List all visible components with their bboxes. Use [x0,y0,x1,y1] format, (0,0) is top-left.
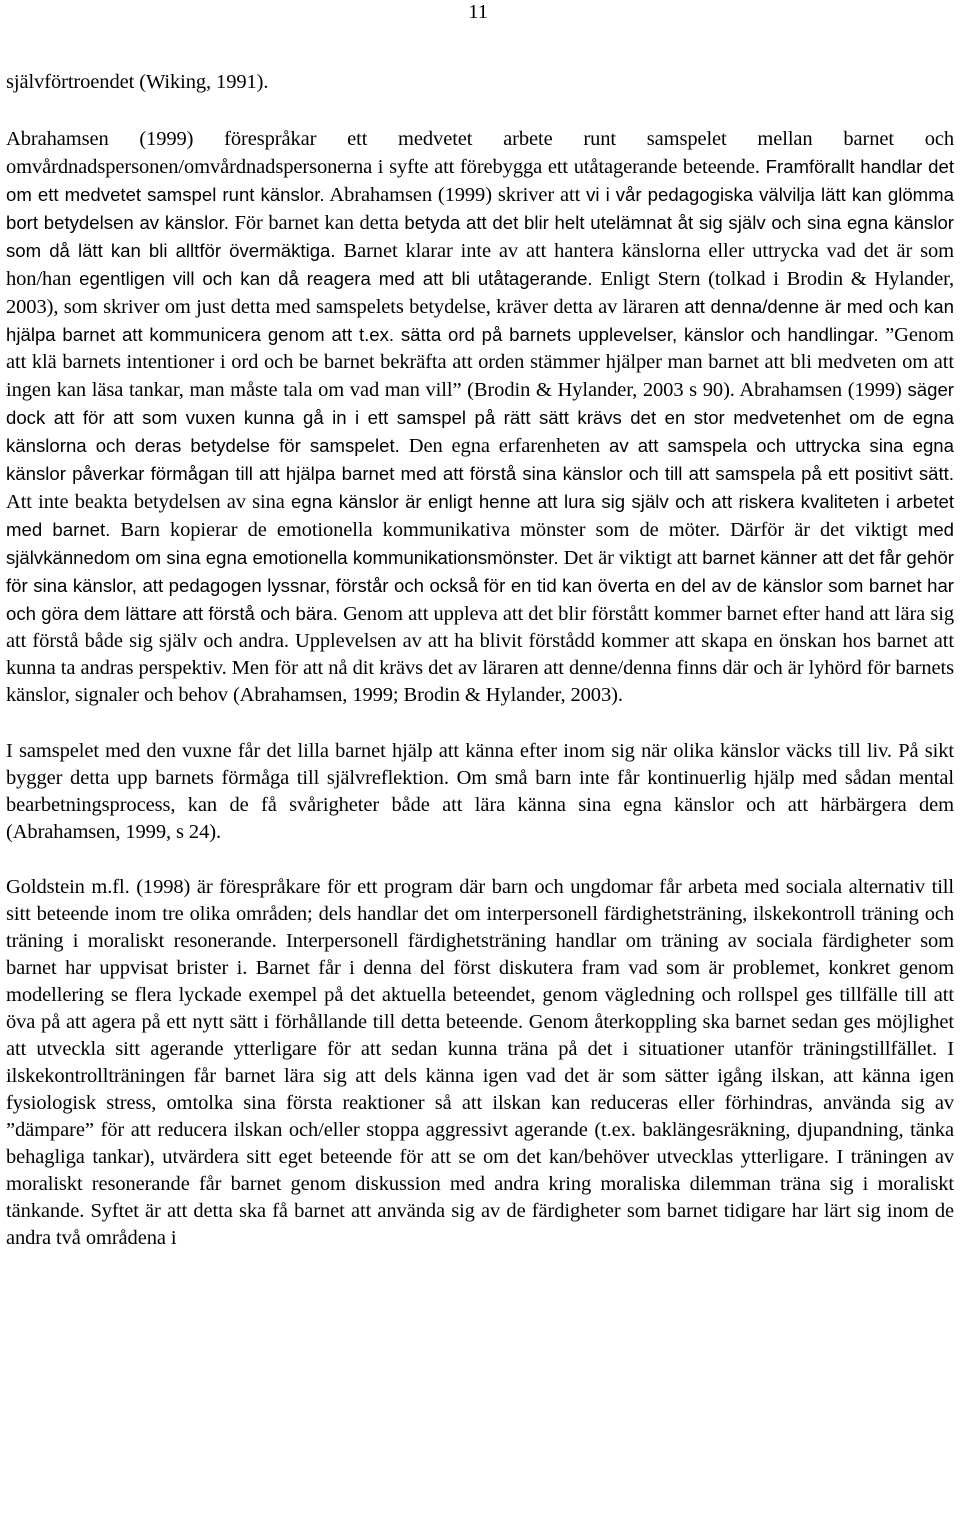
text-segment-sans: säger dock att för att som vuxen kunna gå in i ett samspel på rätt sätt krävs det en stor medvetenhet om de egna känslorna och deras betydelse för samspelet. [6,379,954,456]
text-segment-sans: betyda att det blir helt utelämnat åt sig själv och sina egna känslor som då lätt kan bli alltför övermäktiga. [6,212,954,261]
text-segment-sans: Framförallt handlar det om ett medvetet samspel runt känslor. [6,156,954,205]
text-segment: Barnet klarar inte av att hantera känslorna eller uttrycka vad det är som hon/han [6,240,954,290]
text-segment-sans: egentligen vill och kan då reagera med att bli utåtagerande. [79,268,593,289]
text-segment: Abrahamsen (1999) förespråkar ett medvetet arbete runt samspelet mellan barnet och omvårdnadspersonen/omvårdnadspersonerna i syfte att förebygga ett utåtagerande beteende. [6,128,954,178]
text-segment: Genom att uppleva att det blir förstått kommer barnet efter hand att lära sig att förstå både sig själv och andra. Upplevelsen av att ha blivit förstådd kommer att skapa en önskan hos barnet att kunna ta andras perspektiv. Men för att nå dit krävs det av läraren att denne/denna finns där och är lyhörd för barnets känslor, signaler och behov (Abrahamsen, 1999; Brodin & Hylander, 2003). [6,603,954,706]
paragraph-abrahamsen [6,126,954,709]
page-body [6,69,954,1280]
page-number: 11 [468,1,488,23]
text-segment-sans: vi i vår pedagogiska välvilja lätt kan glömma bort betydelsen av känslor. [6,184,954,233]
paragraph-goldstein [6,874,954,1252]
text-segment-sans: med självkännedom om sina egna emotionella kommunikationsmönster. [6,519,954,568]
text-segment: Att inte beakta betydelsen av sina [6,491,292,513]
text-segment: Enligt Stern (tolkad i Brodin & Hylander, 2003), som skriver om just detta med samspelets betydelse, kräver detta av läraren [6,268,954,318]
text-segment-sans: av att samspela och uttrycka sina egna känslor påverkar förmågan till att hjälpa barnet med att förstå sina känslor och till att samspela på ett positivt sätt. [6,435,954,484]
text-segment: ”Genom att klä barnets intentioner i ord och be barnet bekräfta att orden stämmer hjälper man barnet att bli medveten om att ingen kan läsa tankar, man måste tala om vad man vill” (Brodin & Hylander, 2003 s 90). Abrahamsen (1999) [6,324,955,401]
text-segment: Barn kopierar de emotionella kommunikativa mönster som de möter. Därför är det viktigt [110,519,918,541]
paragraph-samspelet [6,738,954,846]
paragraph-continuation [6,69,954,96]
text-segment-sans: egna känslor är enligt henne att lura sig själv och att riskera kvaliteten i arbetet med barnet. [6,491,954,540]
text-segment: Goldstein m.fl. (1998) är förespråkare för ett program där barn och ungdomar får arbeta med sociala alternativ till sitt beteende inom tre olika områden; dels handlar det om interpersonell färdighetsträning, ilskekontroll träning och träning i moraliskt resonerande. Interpersonell färdighetsträning handlar om träning av sociala färdigheter som barnet har uppvisat brister i. Barnet får i denna del först diskutera fram vad som är problemet, konkret genom modellering se flera lyckade exempel på det aktuella beteendet, genom vägledning och rollspel ges tillfälle till att öva på att agera på ett nytt sätt i förhållande till detta beteende. Genom återkoppling ska barnet sedan ges möjlighet att utveckla sitt agerande ytterligare för att sedan kunna träna på det i situationer utanför träningstillfället. I ilskekontrollträningen får barnet lära sig att dels känna igen vad det är som sätter igång ilskan, att känna igen fysiologisk stress, omtolka sina första reaktioner så att ilskan kan reduceras eller förhindras, använda sig av ”dämpare” för att reducera ilskan och/eller stoppa aggressivt agerande (t.ex. baklängesräkning, djupandning, tänka behagliga tankar), utvärdera sitt eget beteende för att se om det kan/behöver utvecklas ytterligare. I träningen av moraliskt resonerande får barnet genom diskussion med andra kring moraliska dilemman träna sig i moraliskt tänkande. Syftet är att detta ska få barnet att använda sig av de färdigheter som barnet tidigare har lärt sig inom de andra två områdena i [6,876,954,1249]
text-segment: I samspelet med den vuxne får det lilla barnet hjälp att känna efter inom sig när olika känslor väcks till liv. På sikt bygger detta upp barnets förmåga till självreflektion. Om små barn inte får kontinuerlig hjälp med sådan mental bearbetningsprocess, kan de få svårigheter både att lära känna sina egna känslor och att härbärgera dem (Abrahamsen, 1999, s 24). [6,740,954,843]
text-segment: Den egna erfarenheten [399,435,609,457]
text-segment-sans: att denna/denne är med och kan hjälpa barnet att kommunicera genom att t.ex. sätta ord på barnets upplevelser, känslor och handlingar. [6,296,954,345]
text-segment: Abrahamsen (1999) skriver att [324,184,587,206]
text-segment-sans: barnet känner att det får gehör för sina känslor, att pedagogen lyssnar, förstår och också för en tid kan överta en del av de känslor som barnet har och göra dem lättare att förstå och bära. [6,547,954,624]
text-segment: självförtroendet (Wiking, 1991). [6,71,269,93]
text-segment: För barnet kan detta [228,212,405,234]
text-segment: Det är viktigt att [558,547,703,569]
